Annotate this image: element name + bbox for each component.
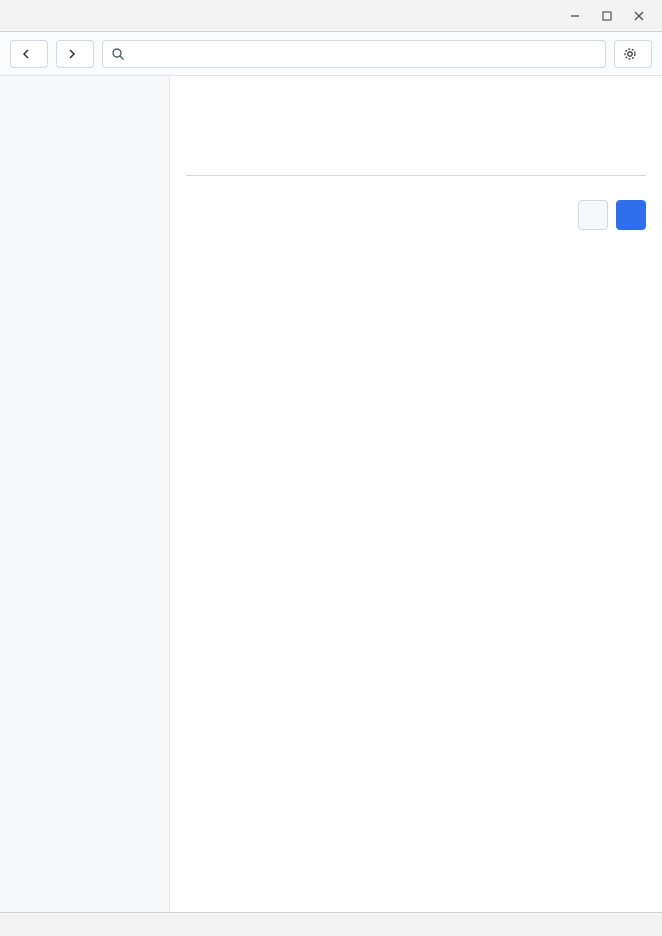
breadcrumb — [186, 90, 646, 106]
settings-button[interactable] — [614, 40, 652, 68]
minimize-icon — [568, 9, 582, 23]
toolbar — [0, 32, 662, 76]
sidebar-header — [0, 84, 169, 96]
forward-button[interactable] — [56, 40, 94, 68]
title-bar — [0, 0, 662, 32]
window-controls — [562, 6, 652, 26]
search-input[interactable] — [131, 47, 597, 61]
confirm-button[interactable] — [616, 200, 646, 230]
search-icon — [111, 47, 125, 61]
minimize-button[interactable] — [562, 6, 588, 26]
back-button[interactable] — [10, 40, 48, 68]
main-panel — [170, 76, 662, 912]
tab-strip — [186, 146, 646, 176]
search-box[interactable] — [102, 40, 606, 68]
arrow-right-icon — [65, 47, 79, 61]
page-title — [186, 112, 646, 136]
status-bar — [0, 912, 662, 936]
close-button[interactable] — [626, 6, 652, 26]
sidebar — [0, 76, 170, 912]
gear-icon — [623, 47, 637, 61]
maximize-icon — [600, 9, 614, 23]
close-icon — [632, 9, 646, 23]
action-bar — [186, 200, 646, 230]
arrow-left-icon — [19, 47, 33, 61]
maximize-button[interactable] — [594, 6, 620, 26]
cancel-button[interactable] — [578, 200, 608, 230]
content-area — [0, 76, 662, 912]
